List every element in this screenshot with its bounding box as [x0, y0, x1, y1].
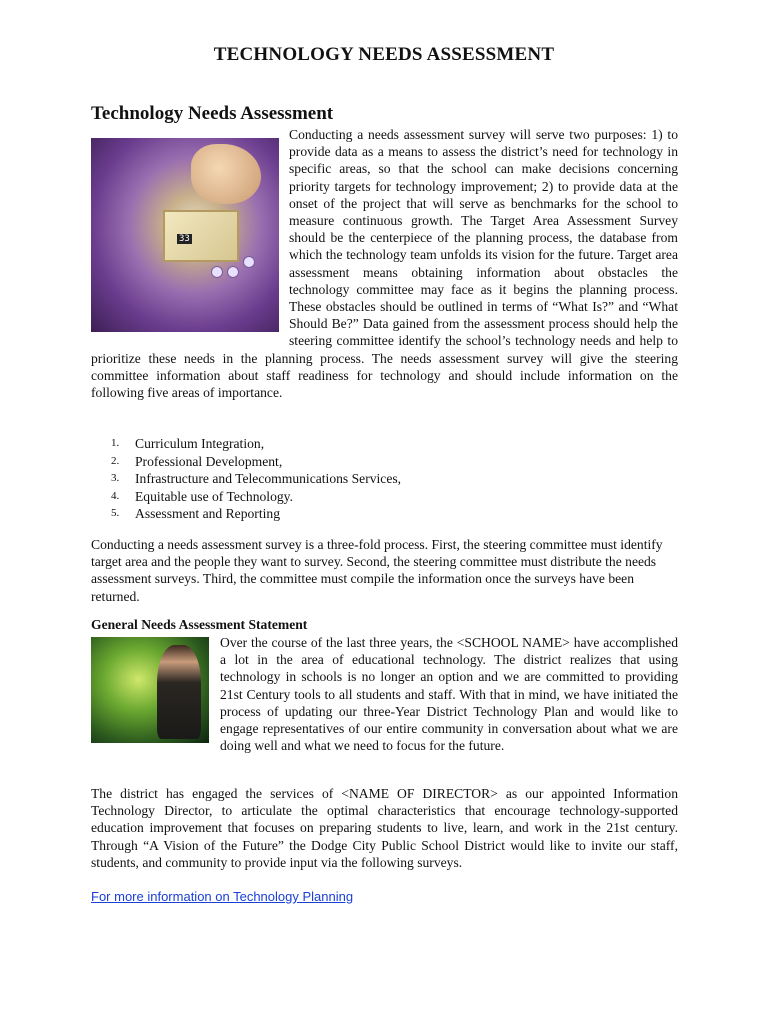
- knob-graphic: [211, 266, 223, 278]
- list-item: 4. Equitable use of Technology.: [111, 488, 293, 504]
- statement-heading: General Needs Assessment Statement: [91, 617, 308, 632]
- hand-graphic: [191, 144, 261, 204]
- keypad-photo: [91, 138, 279, 332]
- director-paragraph: The district has engaged the services of <NAME OF DIRECTOR> as our appointed Information Technology Director, to articulate the optimal characteristics that encourage technology-supported education improvement that focuses on preparing students to live, learn, and work in the 21st century. Through “A Vision of the Future” the Dodge City Public School District would like to invite our staff, students, and community to provide input via the following surveys.: [91, 786, 678, 870]
- document-title: TECHNOLOGY NEEDS ASSESSMENT: [213, 44, 555, 65]
- section-heading: Technology Needs Assessment: [91, 103, 334, 124]
- intro-paragraph: Conducting a needs assessment survey will serve two purposes: 1) to provide data as a means to assess the district’s need for technology in specific areas, so that the school can make decisions concerning priority targets for technology improvement; 2) to provide data at the onset of the project that will serve as benchmarks for the school to measure continuous growth. The Target Area Assessment Survey should be the centerpiece of the planning process, the database from which the technology team unfolds its vision for the future. Target area assessment means obtaining information about obstacles the technology committee may face as it begins the planning process. These obstacles should be outlined in terms of “What Is?” and “What Should Be?” Data gained from the assessment process should help the steering committee identify the school’s technology needs and help to prioritize these needs in the planning process. The needs assessment survey will give the steering committee information about staff readiness for technology and should include information on the following five areas of importance.: [91, 127, 678, 401]
- list-item: 5. Assessment and Reporting: [111, 506, 280, 522]
- student-photo: [91, 637, 209, 743]
- focus-area-list: [111, 435, 401, 523]
- list-item: 2. Professional Development,: [111, 453, 283, 469]
- intro-block: [91, 126, 678, 401]
- process-paragraph: Conducting a needs assessment survey is a three-fold process. First, the steering committee must identify target area and the people they want to survey. Second, the steering committee must distribute the needs assessment surveys. Third, the committee must compile the information once the surveys have been returned.: [91, 537, 663, 604]
- knob-graphic: [243, 256, 255, 268]
- knob-graphic: [227, 266, 239, 278]
- device-screen-graphic: [163, 210, 239, 262]
- person-graphic: [157, 645, 201, 739]
- statement-paragraph: Over the course of the last three years, the <SCHOOL NAME> have accomplished a lot in the area of educational technology. The district realizes that using technology in schools is no longer an option and we are committed to providing 21st Century tools to all students and staff. With that in mind, we have initiated the process of updating our three-Year District Technology Plan and would like to engage representatives of our entire community in conversation about what we are doing well and what we need to focus for the future.: [220, 635, 678, 754]
- device-display-number: 33: [179, 234, 190, 244]
- statement-block: [91, 634, 678, 754]
- list-item: 1. Curriculum Integration,: [111, 436, 265, 451]
- technology-planning-link[interactable]: For more information on Technology Planning: [91, 889, 354, 904]
- list-item: 3. Infrastructure and Telecommunications Services,: [111, 471, 402, 487]
